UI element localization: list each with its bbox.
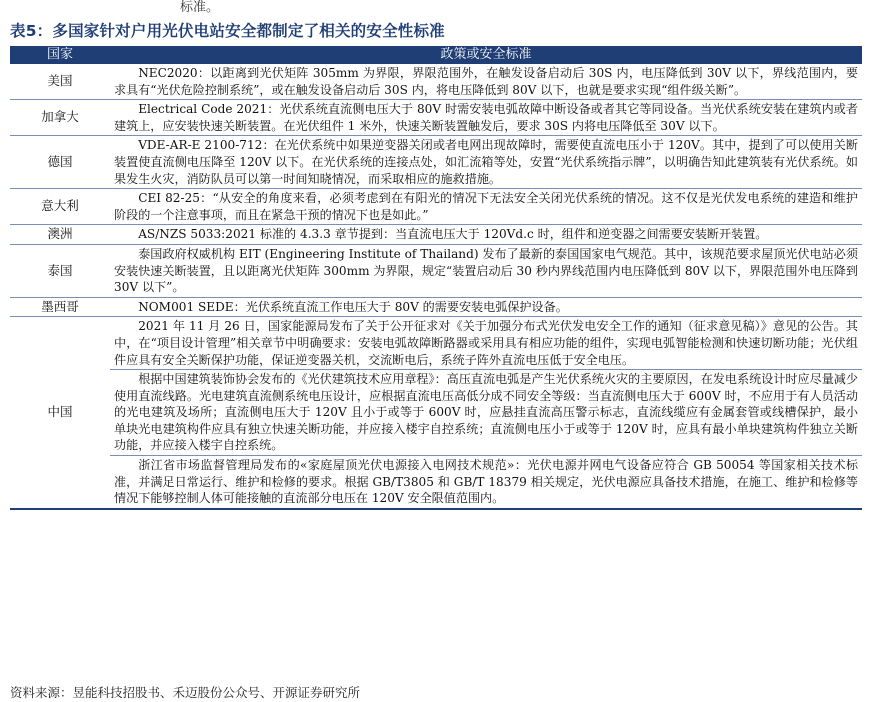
previous-page-text-fragment: 标准。 — [180, 0, 220, 15]
standard-cell — [110, 297, 862, 317]
standard-text: VDE-AR-E 2100-712：在光伏系统中如果逆变器关闭或者电网出现故障时，需要使直流电压小于 120V。其中，提到了可以使用关断装置使直流侧电压降至 120V 以下。在光伏系统的连接点处，如汇流箱等处，安置“光伏系统指示牌”，以明确告知此建筑装有光伏系统。如果发生火灾，消防队员可以第一时间知晓情况，而采取相应的施救措施。 — [114, 138, 858, 186]
standard-text: 泰国政府权威机构 EIT (Engineering Institute of Thailand) 发布了最新的泰国国家电气规范。其中，该规范要求屋顶光伏电站必须安装快速关断装置，且以距离光伏矩阵 300mm 为界限，规定“装置启动后 30 秒内界线范围内电压降低到 80V 以下，界限范围外电压降到 30V 以下”。 — [114, 246, 858, 295]
country-cell: 澳洲 — [10, 225, 110, 245]
standard-text: CEI 82-25：“从安全的角度来看，必须考虑到在有阳光的情况下无法安全关闭光伏系统的情况。这不仅是光伏发电系统的建造和维护阶段的一个注意事项，而且在紧急干预的情况下也是如此。” — [114, 191, 858, 222]
table-row-usa — [10, 64, 862, 100]
standard-cell — [110, 64, 862, 100]
china-standard-item — [110, 456, 862, 508]
standard-text: 浙江省市场监督管理局发布的«家庭屋顶光伏电源接入电网技术规范»：光伏电源并网电气设备应符合 GB 50054 等国家相关技术标准，并满足日常运行、维护和检修的要求。根据 GB/T3805 和 GB/T 18379 相关规定，光伏电源应具备技术措施，在施工、维护和检修等情况下能够控制人体可能接触的直流部分电压在 120V 安全限值范围内。 — [114, 458, 858, 506]
standard-cell — [110, 317, 862, 509]
standard-text: 2021 年 11 月 26 日，国家能源局发布了关于公开征求对《关于加强分布式光伏发电安全工作的通知（征求意见稿）》意见的公告。其中，在“项目设计管理”相关章节中明确要求：安装电弧故障断路器或采用具有相应功能的组件，实现电弧智能检测和快速切断功能；光伏组件应具有安全关断保护功能，保证逆变器关机，交流断电后，系统子阵外直流电压低于安全电压。 — [114, 319, 858, 367]
standard-cell — [110, 100, 862, 136]
country-cell: 美国 — [10, 64, 110, 100]
country-cell: 加拿大 — [10, 100, 110, 136]
standard-text: NOM001 SEDE：光伏系统直流工作电压大于 80V 的需要安装电弧保护设备。 — [138, 299, 568, 314]
standard-cell — [110, 189, 862, 225]
china-standard-item — [110, 370, 862, 456]
header-standard: 政策或安全标准 — [110, 46, 862, 64]
standard-cell — [110, 225, 862, 245]
country-cell: 中国 — [10, 317, 110, 509]
standard-text: Electrical Code 2021：光伏系统直流侧电压大于 80V 时需安装电弧故障中断设备或者其它等同设备。当光伏系统安装在建筑内或者建筑上，应安装快速关断装置。在光伏组件 1 米外，快速关断装置触发后，要求 30S 内将电压降低至 30V 以下。 — [114, 102, 858, 133]
china-standard-item — [110, 317, 862, 370]
standard-cell — [110, 244, 862, 297]
country-cell: 意大利 — [10, 189, 110, 225]
standard-text: NEC2020：以距离到光伏矩阵 305mm 为界限，界限范围外，在触发设备启动后 30S 内，电压降低到 30V 以下，界线范围内，要求具有“光伏危险控制系统”，或在触发设备启动后 30S 内，将电压降低到 80V 以下，也就是要求实现“组件级关断”。 — [114, 66, 858, 97]
standard-text: 根据中国建筑装饰协会发布的《光伏建筑技术应用章程》：高压直流电弧是产生光伏系统火灾的主要原因，在发电系统设计时应尽量减少使用直流线路。光电建筑直流侧系统电压设计，应根据直流电压高低分成不同安全等级：当直流侧电压大于 600V 时，不应用于有人员活动的光电建筑及场所；直流侧电压大于 120V 且小于或等于 600V 时，应悬挂直流高压警示标志，直流线缆应有金属套管或线槽保护，最小单块光电建筑构件应具有独立快速关断功能，并应接入楼宇自控系统；直流侧电压小于或等于 120V 时，应具有最小单块建筑构件独立关断功能，并应接入楼宇自控系统。 — [114, 372, 858, 453]
country-cell: 泰国 — [10, 244, 110, 297]
table-row-china — [10, 317, 862, 509]
country-cell: 德国 — [10, 136, 110, 189]
header-country: 国家 — [10, 46, 110, 64]
table-header-row — [10, 46, 862, 64]
table-row-canada — [10, 100, 862, 136]
standard-text: AS/NZS 5033:2021 标准的 4.3.3 章节提到：当直流电压大于 120Vd.c 时，组件和逆变器之间需要安装断开装置。 — [138, 227, 768, 242]
table-row-australia — [10, 225, 862, 245]
table-row-thailand — [10, 244, 862, 297]
country-cell: 墨西哥 — [10, 297, 110, 317]
standards-table — [10, 46, 862, 510]
standard-cell — [110, 136, 862, 189]
table-title: 表5：多国家针对户用光伏电站安全都制定了相关的安全性标准 — [10, 22, 445, 40]
table-row-mexico — [10, 297, 862, 317]
table-row-italy — [10, 189, 862, 225]
table-row-germany — [10, 136, 862, 189]
source-note: 资料来源：昱能科技招股书、禾迈股份公众号、开源证券研究所 — [10, 685, 361, 700]
